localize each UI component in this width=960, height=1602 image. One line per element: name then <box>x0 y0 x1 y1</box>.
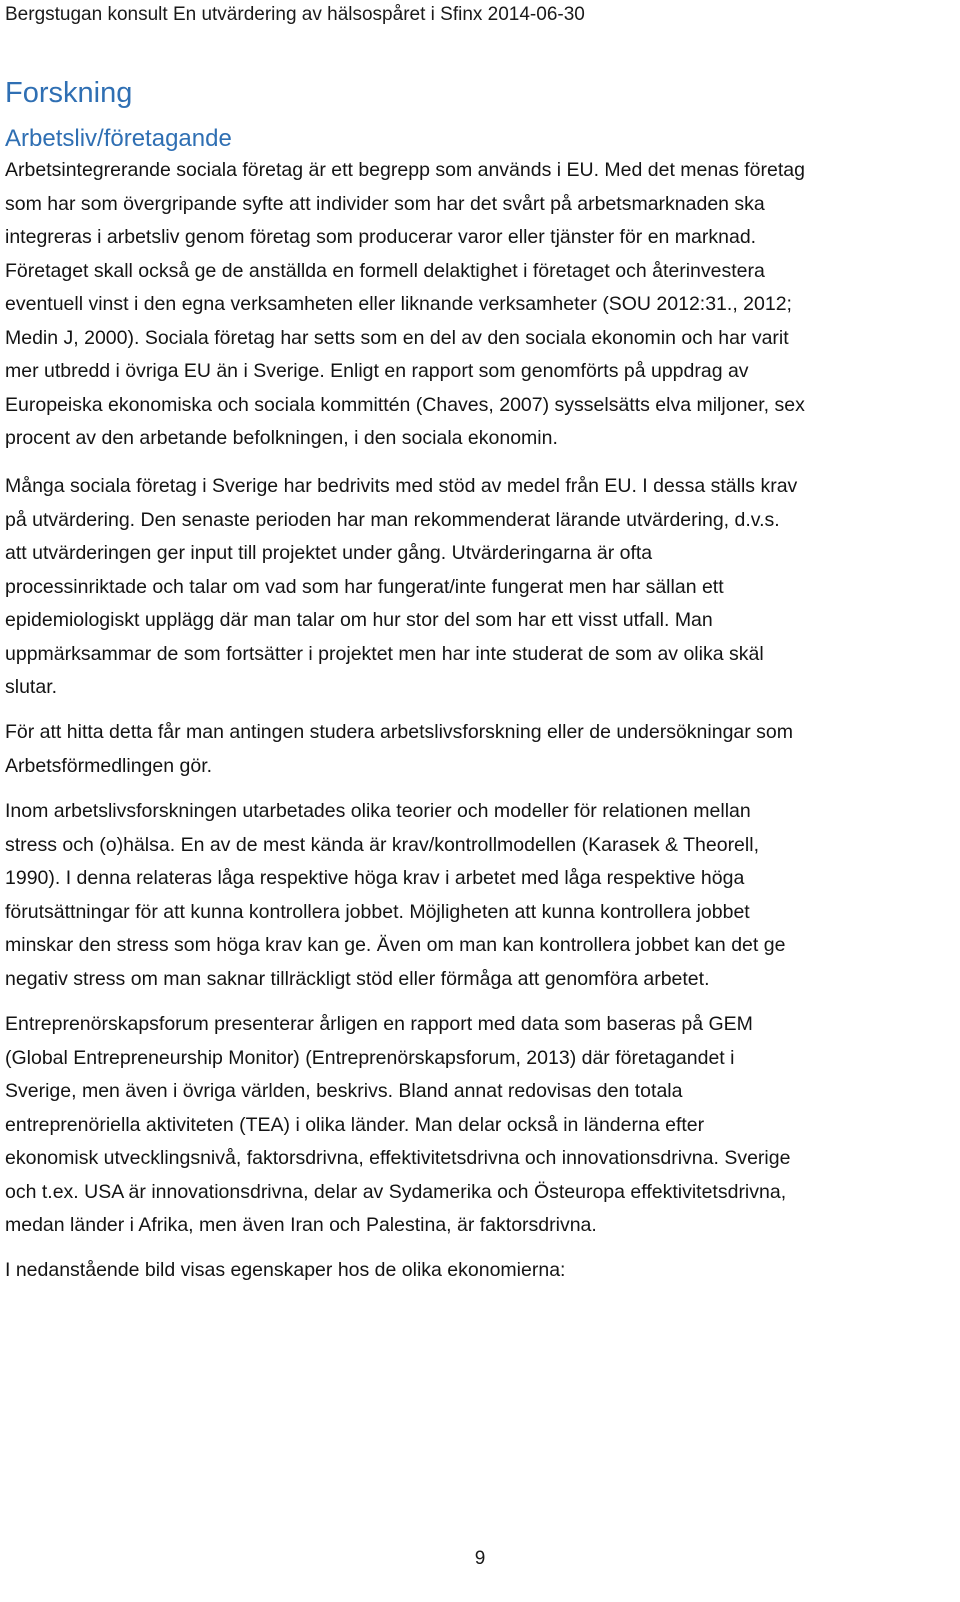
text-line: stress och (o)hälsa. En av de mest kända är krav/kontrollmodellen (Karasek & Theorell, <box>5 833 759 856</box>
text-line: Arbetsintegrerande sociala företag är ett begrepp som används i EU. Med det menas företag <box>5 159 805 181</box>
text-line: minskar den stress som höga krav kan ge. Även om man kan kontrollera jobbet kan det ge <box>5 934 786 956</box>
text-line: mer utbredd i övriga EU än i Sverige. Enligt en rapport som genomförts på uppdrag av <box>5 360 749 382</box>
text-line: slutar. <box>5 676 58 698</box>
text-line: I nedanstående bild visas egenskaper hos de olika ekonomierna: <box>5 1259 566 1281</box>
text-line: Inom arbetslivsforskningen utarbetades olika teorier och modeller för relationen mellan <box>5 800 751 822</box>
text-line: ekonomisk utvecklingsnivå, faktorsdrivna, effektivitetsdrivna och innovationsdrivna. Sverige <box>5 1147 791 1169</box>
text-line: Företaget skall också ge de anställda en formell delaktighet i företaget och återinvestera <box>5 259 765 282</box>
paragraph-social-enterprises <box>5 154 955 456</box>
text-line: negativ stress om man saknar tillräckligt stöd eller förmåga att genomföra arbetet. <box>5 967 710 990</box>
running-header: Bergstugan konsult En utvärdering av hälsospåret i Sfinx 2014-06-30 <box>5 4 585 25</box>
text-line: Arbetsförmedlingen gör. <box>5 754 213 777</box>
text-line: (Global Entrepreneurship Monitor) (Entreprenörskapsforum, 2013) där företagandet i <box>5 1046 735 1069</box>
text-line: Europeiska ekonomiska och sociala kommittén (Chaves, 2007) sysselsätts elva miljoner, sex <box>5 393 805 416</box>
section-heading: Forskning <box>5 77 133 109</box>
text-line: procent av den arbetande befolkningen, i den sociala ekonomin. <box>5 427 558 449</box>
text-line: på utvärdering. Den senaste perioden har man rekommenderat lärande utvärdering, d.v.s. <box>5 508 780 531</box>
text-line: integreras i arbetsliv genom företag som producerar varor eller tjänster för en marknad. <box>5 226 757 248</box>
text-line: epidemiologiskt upplägg där man talar om hur stor del som har ett visst utfall. Man <box>5 609 713 631</box>
text-line: 1990). I denna relateras låga respektive höga krav i arbetet med låga respektive höga <box>5 867 745 889</box>
paragraph-figure-intro <box>5 1254 955 1288</box>
text-line: För att hitta detta får man antingen studera arbetslivsforskning eller de undersökningar som <box>5 721 794 743</box>
text-line: uppmärksammar de som fortsätter i projektet men har inte studerat de som av olika skäl <box>5 642 764 665</box>
text-line: Sverige, men även i övriga världen, beskrivs. Bland annat redovisas den totala <box>5 1080 683 1102</box>
paragraph-demand-control-model <box>5 795 955 996</box>
paragraph-gem-report <box>5 1008 955 1243</box>
text-line: Entreprenörskapsforum presenterar årligen en rapport med data som baseras på GEM <box>5 1013 753 1035</box>
paragraph-evaluation <box>5 470 955 705</box>
text-line: Många sociala företag i Sverige har bedrivits med stöd av medel från EU. I dessa ställs krav <box>5 475 798 497</box>
text-line: medan länder i Afrika, men även Iran och Palestina, är faktorsdrivna. <box>5 1214 597 1236</box>
page-number: 9 <box>474 1548 486 1569</box>
paragraph-research-sources <box>5 716 955 783</box>
text-line: Medin J, 2000). Sociala företag har setts som en del av den sociala ekonomin och har varit <box>5 326 789 349</box>
text-line: att utvärderingen ger input till projektet under gång. Utvärderingarna är ofta <box>5 542 653 564</box>
text-line: som har som övergripande syfte att individer som har det svårt på arbetsmarknaden ska <box>5 192 765 215</box>
text-line: entreprenöriella aktiviteten (TEA) i olika länder. Man delar också in länderna efter <box>5 1113 705 1136</box>
subsection-heading: Arbetsliv/företagande <box>5 125 232 152</box>
text-line: processinriktade och talar om vad som har fungerat/inte fungerat men har sällan ett <box>5 575 724 598</box>
text-line: eventuell vinst i den egna verksamheten eller liknande verksamheter (SOU 2012:31., 2012; <box>5 293 792 315</box>
text-line: och t.ex. USA är innovationsdrivna, delar av Sydamerika och Östeuropa effektivitetsdrivna, <box>5 1180 787 1203</box>
text-line: förutsättningar för att kunna kontrollera jobbet. Möjligheten att kunna kontrollera jobbet <box>5 900 750 923</box>
